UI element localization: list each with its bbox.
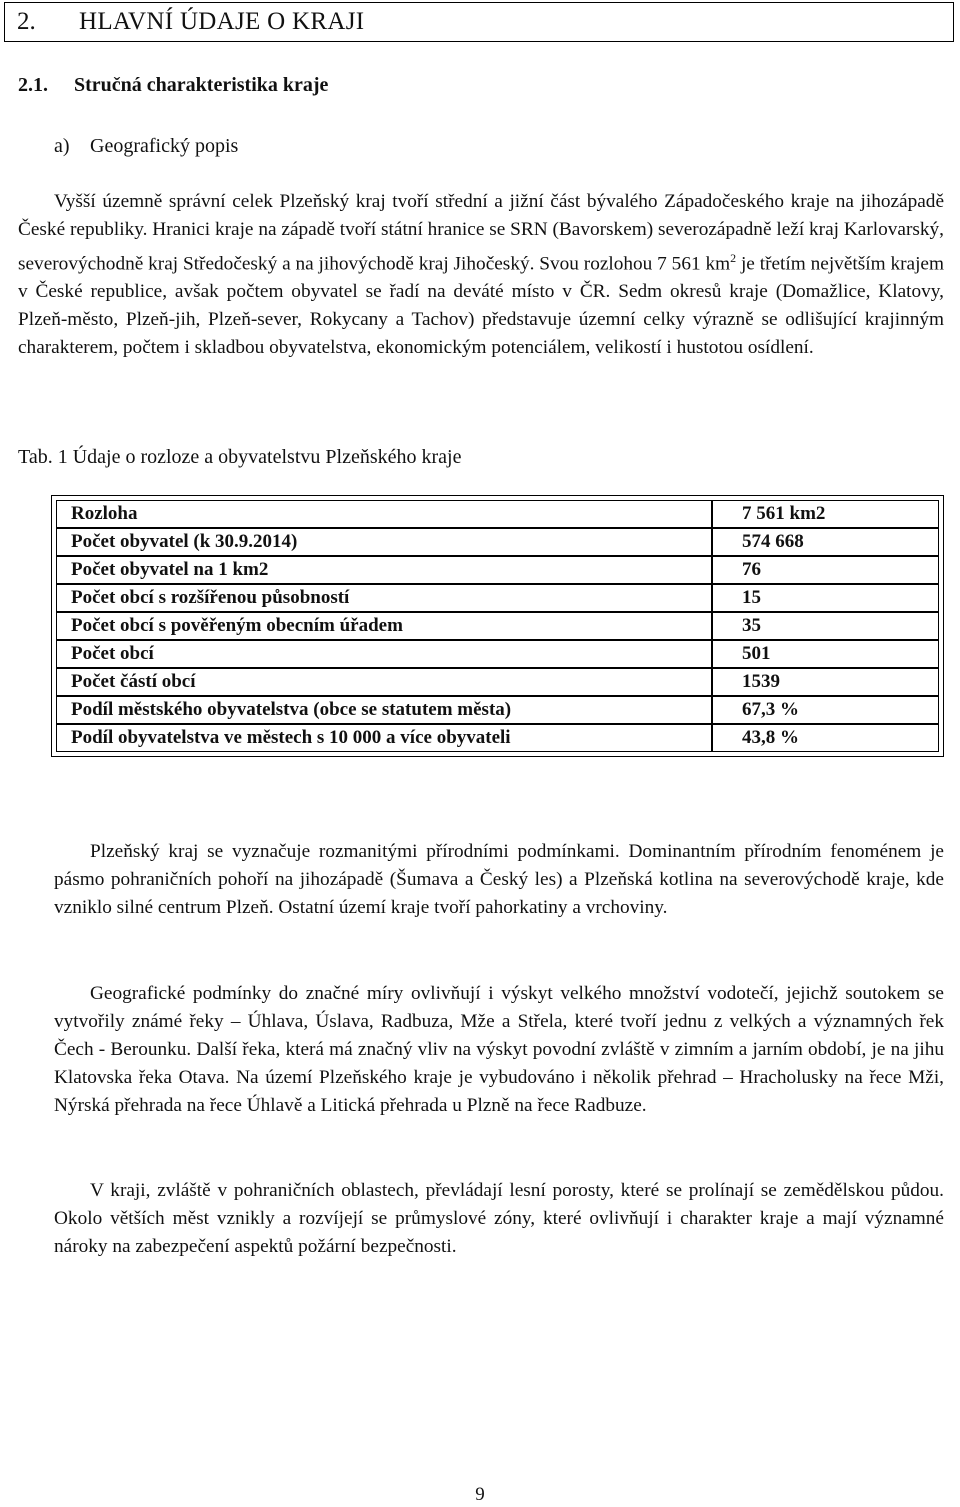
- section-title: Stručná charakteristika kraje: [74, 74, 329, 96]
- table-row: [56, 612, 939, 640]
- table-cell-value: 574 668: [712, 528, 939, 556]
- table-row: [56, 696, 939, 724]
- section-number: 2.1.: [18, 74, 48, 96]
- table-row: [56, 556, 939, 584]
- region-data-table: [51, 495, 944, 757]
- table-cell-value: 35: [712, 612, 939, 640]
- paragraph-geography-part2: je třetím největším krajem v České republice, avšak počtem obyvatel se řadí na deváté místo v ČR. Sedm okresů kraje (Domažlice, Klatovy, Plzeň-město, Plzeň-jih, Plzeň-sever, Rokycany a Tachov) představuje územní celky výrazně se odlišující krajinným charakterem, počtem i skladbou obyvatelstva, ekonomickým potenciálem, velikostí i hustotou osídlení.: [18, 253, 944, 359]
- table-cell-value: 67,3 %: [712, 696, 939, 724]
- paragraph-geography-part1: Vyšší územně správní celek Plzeňský kraj tvoří střední a jižní část bývalého Západočeského kraje na jihozápadě České republiky. Hranici kraje na západě tvoří státní hranice se SRN (Bavorskem) severozápadně leží kraj Karlovarský, severovýchodně kraj Středočeský a na jihovýchodě kraj Jihočeský. Svou rozlohou 7 561 km: [18, 191, 944, 275]
- table-caption: Tab. 1 Údaje o rozloze a obyvatelstvu Plzeňského kraje: [18, 446, 462, 468]
- table-cell-label: Podíl obyvatelstva ve městech s 10 000 a více obyvateli: [56, 724, 712, 752]
- table-row: [56, 640, 939, 668]
- table-cell-label: Počet obyvatel (k 30.9.2014): [56, 528, 712, 556]
- table-cell-value: 15: [712, 584, 939, 612]
- table-row: [56, 724, 939, 752]
- region-data-table-body: [56, 500, 939, 752]
- paragraph-natural-conditions: Plzeňský kraj se vyznačuje rozmanitými přírodními podmínkami. Dominantním přírodním fenoménem je pásmo pohraničních pohoří na jihozápadě (Šumava a Český les) a Plzeňská kotlina na severovýchodě kraje, kde vzniklo silné centrum Plzeň. Ostatní území kraje tvoří pahorkatiny a vrchoviny.: [54, 841, 944, 918]
- table-cell-value: 76: [712, 556, 939, 584]
- subsection-title: Geografický popis: [90, 135, 239, 157]
- table-cell-label: Počet obcí: [56, 640, 712, 668]
- table-cell-label: Počet obyvatel na 1 km2: [56, 556, 712, 584]
- page-number: 9: [475, 1484, 485, 1505]
- table-row: [56, 500, 939, 528]
- table-cell-label: Podíl městského obyvatelstva (obce se statutem města): [56, 696, 712, 724]
- table-cell-label: Rozloha: [56, 500, 712, 528]
- subsection-number: a): [54, 135, 70, 157]
- table-cell-value: 501: [712, 640, 939, 668]
- table-cell-label: Počet obcí s pověřeným obecním úřadem: [56, 612, 712, 640]
- table-cell-label: Počet částí obcí: [56, 668, 712, 696]
- table-row: [56, 528, 939, 556]
- table-cell-value: 1539: [712, 668, 939, 696]
- area-unit-superscript: 2: [730, 251, 737, 265]
- table-row: [56, 668, 939, 696]
- table-cell-label: Počet obcí s rozšířenou působností: [56, 584, 712, 612]
- paragraph-geography: [18, 188, 944, 362]
- table-row: [56, 584, 939, 612]
- table-cell-value: 43,8 %: [712, 724, 939, 752]
- chapter-heading: [4, 2, 954, 42]
- paragraph-rivers: Geografické podmínky do značné míry ovlivňují i výskyt velkého množství vodotečí, jejichž soutokem se vytvořily známé řeky – Úhlava, Úslava, Radbuza, Mže a Střela, které tvoří jednu z velkých a významných řek Čech - Berounku. Další řeka, která má značný vliv na výskyt povodní zvláště v zimním a jarním období, je na jihu Klatovska řeka Otava. Na území Plzeňského kraje je vybudováno i několik přehrad – Hracholusky na řece Mži, Nýrská přehrada na řece Úhlavě a Litická přehrada u Plzně na řece Radbuze.: [54, 983, 944, 1116]
- chapter-number: 2.: [17, 8, 36, 35]
- table-cell-value: 7 561 km2: [712, 500, 939, 528]
- chapter-title: HLAVNÍ ÚDAJE O KRAJI: [79, 8, 365, 35]
- paragraph-forests: V kraji, zvláště v pohraničních oblastech, převládají lesní porosty, které se prolínají se zemědělskou půdou. Okolo větších měst vznikly a rozvíjejí se průmyslové zóny, které ovlivňují i charakter kraje a mají významné nároky na zabezpečení aspektů požární bezpečnosti.: [54, 1180, 944, 1257]
